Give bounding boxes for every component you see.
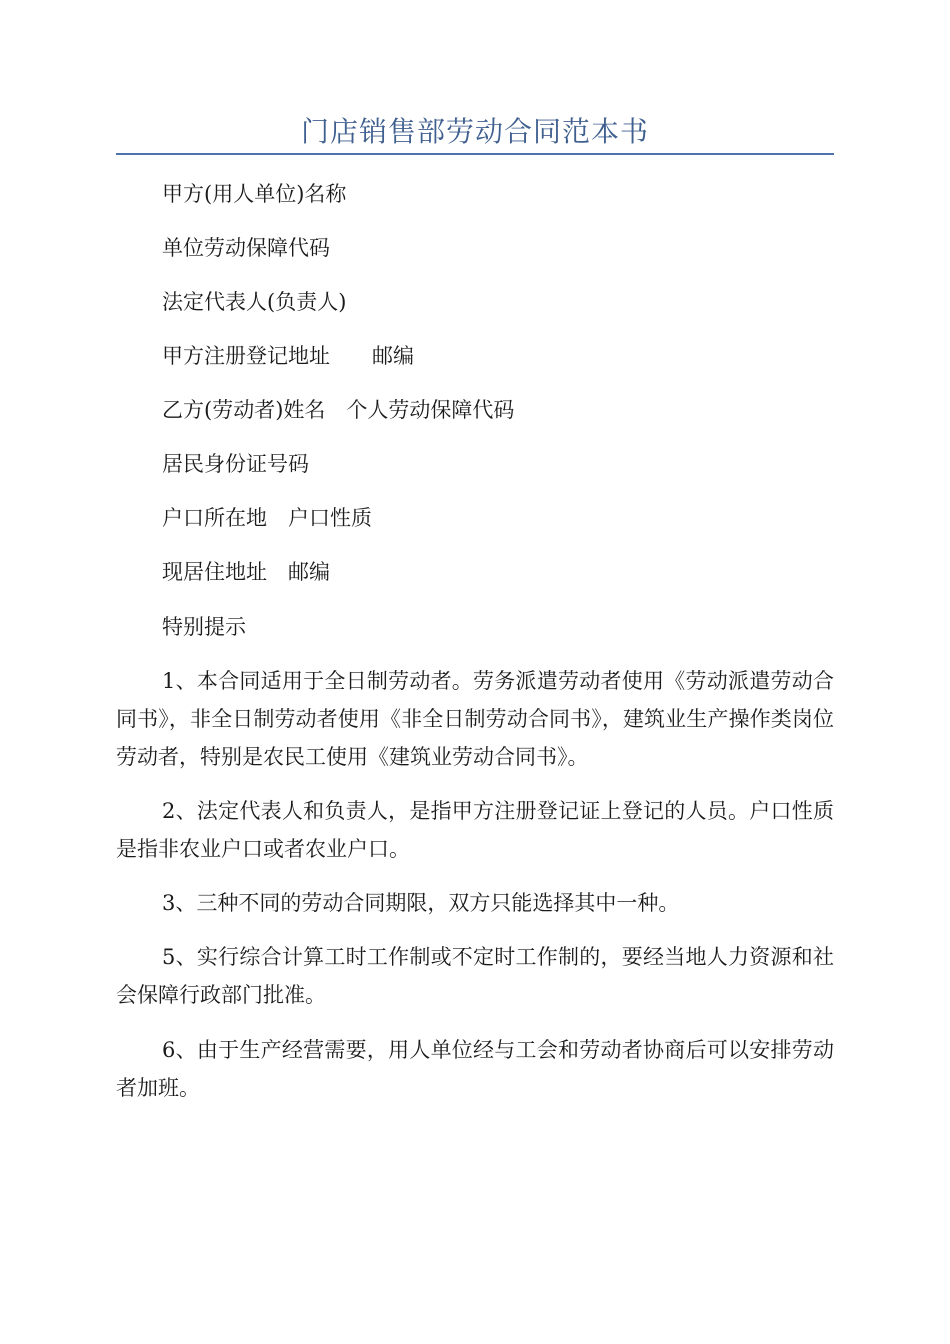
field-id-number: 居民身份证号码 (162, 452, 309, 476)
notice-paragraph-1: 1、本合同适用于全日制劳动者。劳务派遣劳动者使用《劳动派遣劳动合同书》，非全日制劳动者使用《非全日制劳动合同书》，建筑业生产操作类岗位劳动者，特别是农民工使用《建筑业劳动合同书》。 (116, 669, 834, 769)
field-employer-code: 单位劳动保障代码 (162, 236, 330, 260)
field-employer-address: 甲方注册登记地址 邮编 (162, 344, 414, 368)
document-title: 门店销售部劳动合同范本书 (300, 115, 649, 148)
title-underline (116, 153, 834, 155)
notice-paragraph-6: 6、由于生产经营需要，用人单位经与工会和劳动者协商后可以安排劳动者加班。 (116, 1038, 834, 1100)
field-current-address: 现居住地址 邮编 (162, 560, 330, 584)
field-employer-name: 甲方(用人单位)名称 (162, 182, 347, 206)
special-notice-heading: 特别提示 (162, 615, 246, 639)
field-employee-name: 乙方(劳动者)姓名 个人劳动保障代码 (162, 398, 515, 422)
field-legal-representative: 法定代表人(负责人) (162, 290, 347, 314)
notice-paragraph-2: 2、法定代表人和负责人，是指甲方注册登记证上登记的人员。户口性质是指非农业户口或者农业户口。 (116, 799, 834, 861)
notice-paragraph-5: 5、实行综合计算工时工作制或不定时工作制的，要经当地人力资源和社会保障行政部门批准。 (116, 945, 834, 1007)
field-household-registration: 户口所在地 户口性质 (162, 506, 372, 530)
notice-paragraph-3: 3、三种不同的劳动合同期限，双方只能选择其中一种。 (162, 891, 680, 915)
